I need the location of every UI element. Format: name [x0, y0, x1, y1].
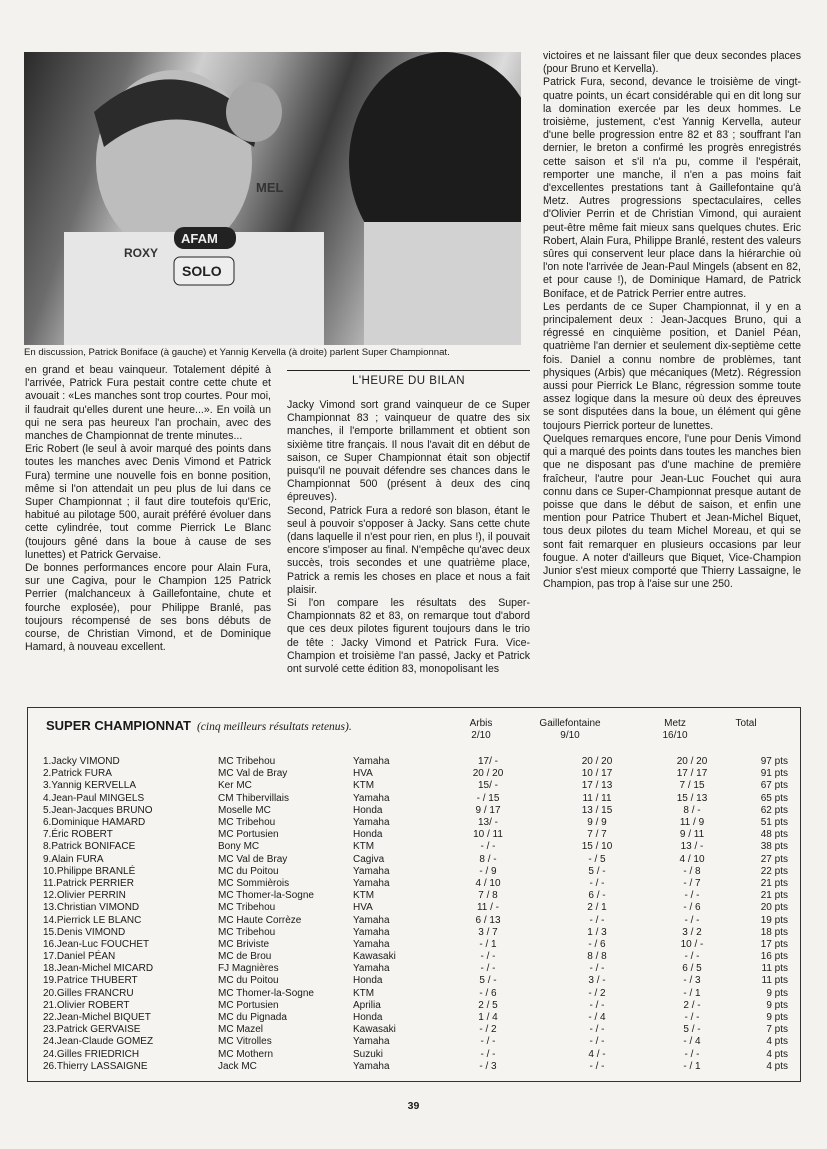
club-name: MC Briviste	[218, 938, 270, 950]
club-name: Moselle MC	[218, 804, 271, 816]
table-row	[43, 927, 788, 939]
table-row	[43, 805, 788, 817]
motorcycle-brand: Kawasaki	[353, 1024, 396, 1036]
rider-name: 13.Christian VIMOND	[43, 902, 140, 914]
paragraph: Les perdants de ce Super Championnat, il y en a principalement deux : Jean-Jacques Bruno, qui a régressé en cinquième position, et Daniel Péan, quatrième l'an dernier et seulement dix-septième cette fois. Daniel a connu nombre de problèmes, tant physiques (Arbis) que mécaniques (Metz). Régression aussi pour Pierrick Le Blanc, régression somme toute assez logique dans la mesure où deux des épreuves se sont disputées dans la boue, un élément qui gêne toujours Pierrick porteur de lunettes.	[543, 300, 801, 432]
club-name: MC de Brou	[218, 951, 272, 963]
table-row	[43, 1024, 788, 1036]
table-row	[43, 1000, 788, 1012]
score-metz: - / -	[684, 1048, 700, 1060]
paragraph: Jacky Vimond sort grand vainqueur de ce Super Championnat 83 ; vainqueur de quatre des six manches, il l'emporte brillamment et obtient son sixième titre français. Il nous l'avait dit en début de saison, ce Super Championnat était son objectif puisqu'il ne pouvait défendre ses chances dans le Championnat 500 (présent à deux des cinq épreuves).	[287, 399, 530, 504]
rider-name: 24.Gilles FRIEDRICH	[43, 1048, 140, 1060]
club-name: MC Tribehou	[218, 817, 276, 829]
score-arbis: 13/ -	[477, 817, 498, 829]
total-points: 7 pts	[766, 1024, 788, 1036]
rider-name: 17.Daniel PÉAN	[43, 951, 116, 963]
motorcycle-brand: Yamaha	[353, 1060, 390, 1072]
score-metz: - / 3	[683, 975, 701, 987]
total-points: 97 pts	[760, 756, 788, 768]
total-points: 16 pts	[760, 951, 788, 963]
rider-name: 19.Patrice THUBERT	[43, 975, 138, 987]
paragraph: Patrick Fura, second, devance le troisième de vingt-quatre points, un écart considérable qui en dit long sur la domination exercée par les deux hommes. Le troisième, justement, c'est Yannig Kervella, auteur d'une belle progression entre 82 et 83 ; souffrant l'an dernier, le breton a confirmé les progrès enregistrés cette saison et s'il n'a pu, comme il l'espérait, remporter une manche, il n'en a pas moins fait d'excellentes prestations tant à Gaillefontaine qu'à Metz. Autres progressions spectaculaires, celles d'Olivier Perrin et de Christian Vimond, qui auraient peut-être même fait mieux sans quelques chutes. Eric Robert, Alain Fura, Philippe Branlé, restent des valeurs sûres qui conservent leur place dans la hiérarchie où l'on note l'arrivée de Jean-Paul Mingels (absent en 82, et pour cause !), de Dominique Hamard, de Patrick Boniface, et de Patrick Perrier entre autres.	[543, 76, 801, 300]
score-arbis: - / 15	[476, 792, 500, 804]
paragraph: Si l'on compare les résultats des Super-Championnats 82 et 83, on remarque tout d'abord que ces deux pilotes figurent toujours dans le trio de tête : Jacky Vimond et Patrick Fura. Vice-Champion et troisième l'an passé, Jacky et Patrick ont survolé cette édition 83, monopolisant les	[287, 597, 530, 676]
total-points: 9 pts	[766, 1012, 788, 1024]
rider-name: 24.Jean-Claude GOMEZ	[43, 1036, 154, 1048]
event-header-gaillefontaine	[510, 718, 630, 742]
score-metz: 5 / -	[683, 1024, 701, 1036]
table-row	[43, 1049, 788, 1061]
score-metz: - / -	[684, 914, 700, 926]
table-row	[43, 1012, 788, 1024]
total-points: 11 pts	[761, 963, 788, 975]
results-table	[43, 756, 788, 1073]
score-gaillefontaine: - / -	[589, 1060, 605, 1072]
rider-name: 18.Jean-Michel MICARD	[43, 963, 154, 975]
article-column-1	[25, 364, 271, 654]
motorcycle-brand: KTM	[353, 780, 375, 792]
club-name: MC Tribehou	[218, 926, 276, 938]
score-arbis: - / -	[480, 951, 496, 963]
score-gaillefontaine: - / 2	[588, 987, 606, 999]
score-gaillefontaine: 20 / 20	[581, 756, 613, 768]
score-metz: 7 / 15	[679, 780, 705, 792]
score-arbis: 20 / 20	[472, 768, 504, 780]
score-metz: 17 / 17	[676, 768, 708, 780]
motorcycle-brand: Cagiva	[353, 853, 385, 865]
score-arbis: - / -	[480, 1048, 496, 1060]
score-metz: 2 / -	[683, 999, 701, 1011]
table-row	[43, 854, 788, 866]
score-arbis: 2 / 5	[478, 999, 498, 1011]
rider-name: 14.Pierrick LE BLANC	[43, 914, 142, 926]
score-metz: 6 / 5	[682, 963, 702, 975]
score-gaillefontaine: 10 / 17	[581, 768, 613, 780]
rider-name: 3.Yannig KERVELLA	[43, 780, 137, 792]
table-row	[43, 841, 788, 853]
motorcycle-brand: Suzuki	[353, 1048, 384, 1060]
photo-illustration	[24, 52, 521, 345]
score-arbis: - / 6	[479, 987, 497, 999]
event-header-arbis	[446, 718, 516, 742]
total-points: 21 pts	[760, 890, 788, 902]
motorcycle-brand: Aprilia	[353, 999, 381, 1011]
table-row	[43, 866, 788, 878]
score-metz: - / -	[684, 951, 700, 963]
score-gaillefontaine: - / 5	[588, 853, 606, 865]
score-metz: 3 / 2	[682, 926, 702, 938]
rider-name: 6.Dominique HAMARD	[43, 817, 146, 829]
table-row	[43, 829, 788, 841]
club-name: MC Tribehou	[218, 756, 276, 768]
club-name: MC Sommièrois	[218, 877, 290, 889]
motorcycle-brand: Yamaha	[353, 963, 390, 975]
score-gaillefontaine: 7 / 7	[587, 829, 607, 841]
article-column-3	[543, 50, 801, 591]
score-metz: - / 1	[683, 987, 701, 999]
rider-name: 23.Patrick GERVAISE	[43, 1024, 141, 1036]
motorcycle-brand: KTM	[353, 987, 375, 999]
results-subtitle: (cinq meilleurs résultats retenus).	[196, 721, 352, 733]
total-points: 19 pts	[760, 914, 788, 926]
score-arbis: 9 / 17	[475, 804, 501, 816]
score-gaillefontaine: 4 / -	[588, 1048, 606, 1060]
total-points: 65 pts	[760, 792, 788, 804]
score-metz: - / 4	[683, 1036, 701, 1048]
rider-name: 5.Jean-Jacques BRUNO	[43, 804, 153, 816]
motorcycle-brand: Honda	[353, 1012, 383, 1024]
score-arbis: 11 / -	[476, 902, 500, 914]
score-metz: 11 / 9	[679, 817, 705, 829]
motorcycle-brand: Honda	[353, 975, 383, 987]
total-points: 18 pts	[760, 926, 788, 938]
score-metz: - / -	[684, 1012, 700, 1024]
rider-name: 10.Philippe BRANLÉ	[43, 865, 136, 877]
club-name: Bony MC	[218, 841, 260, 853]
score-metz: - / -	[684, 890, 700, 902]
score-gaillefontaine: 9 / 9	[587, 817, 607, 829]
total-points: 20 pts	[760, 902, 788, 914]
club-name: MC Thomer-la-Sogne	[218, 890, 314, 902]
score-arbis: 17/ -	[477, 756, 498, 768]
club-name: MC Val de Bray	[218, 768, 288, 780]
motorcycle-brand: KTM	[353, 890, 375, 902]
table-row	[43, 939, 788, 951]
club-name: MC du Pignada	[218, 1012, 287, 1024]
club-name: MC du Poitou	[218, 975, 279, 987]
table-row	[43, 793, 788, 805]
club-name: MC Thomer-la-Sogne	[218, 987, 314, 999]
club-name: MC Val de Bray	[218, 853, 288, 865]
rider-name: 20.Gilles FRANCRU	[43, 987, 134, 999]
table-row	[43, 902, 788, 914]
results-table-box	[27, 707, 801, 1082]
motorcycle-brand: Honda	[353, 829, 383, 841]
results-title-text: SUPER CHAMPIONNAT	[46, 718, 191, 733]
score-gaillefontaine: 8 / 8	[587, 951, 607, 963]
photo-caption: En discussion, Patrick Boniface (à gauche) et Yannig Kervella (à droite) parlent Super Championnat.	[24, 347, 450, 358]
total-points: 4 pts	[766, 1048, 788, 1060]
rider-name: 12.Olivier PERRIN	[43, 890, 126, 902]
photo-label-mel: MEL	[256, 180, 284, 195]
club-name: MC Portusien	[218, 999, 279, 1011]
rider-name: 7.Éric ROBERT	[43, 829, 113, 841]
total-header: Total	[735, 718, 757, 729]
score-gaillefontaine: - / -	[589, 877, 605, 889]
rider-name: 15.Denis VIMOND	[43, 926, 126, 938]
motorcycle-brand: Yamaha	[353, 914, 390, 926]
table-row	[43, 1061, 788, 1073]
score-arbis: 1 / 4	[478, 1012, 498, 1024]
total-points: 91 pts	[760, 768, 788, 780]
score-arbis: 15/ -	[477, 780, 498, 792]
score-gaillefontaine: - / 6	[588, 938, 606, 950]
total-points: 51 pts	[760, 817, 788, 829]
paragraph: De bonnes performances encore pour Alain Fura, sur une Cagiva, pour le Champion 125 Patrick Perrier (malchanceux à Gaillefontaine, chute et fourche explosée), pour Philippe Branlé, pas toujours récompensé de ses bons débuts de course, de Christian Vimond, et de Dominique Hamard, à nouveau excellent.	[25, 562, 271, 654]
score-arbis: 10 / 11	[473, 829, 503, 841]
paragraph: Quelques remarques encore, l'une pour Denis Vimond qui a marqué des points dans toutes les manches bien que ne disposant pas d'une machine de première fraîcheur, l'autre pour Jean-Luc Fouchet qui aura connu dans ce Super-Championnat presque autant de poisse que dans le début de saison, et enfin une mention pour Patrice Thubert et Jean-Michel Biquet, tous deux pilotes du team Michel Moreau, et qui se sont fait remarquer en plusieurs occasions par leur fougue. A noter d'ailleurs que Biquet, Vice-Champion Junior s'est mieux comporté que Thierry Lassaigne, le Champion, pas trop à l'aise sur une 250.	[543, 432, 801, 591]
score-metz: 10 / -	[680, 938, 704, 950]
motorcycle-brand: Honda	[353, 804, 383, 816]
total-points: 4 pts	[766, 1060, 788, 1072]
score-metz: - / 8	[683, 865, 701, 877]
club-name: MC Portusien	[218, 829, 279, 841]
table-row	[43, 975, 788, 987]
score-metz: - / 1	[683, 1060, 701, 1072]
table-row	[43, 914, 788, 926]
rider-name: 9.Alain FURA	[43, 853, 104, 865]
club-name: MC Mazel	[218, 1024, 264, 1036]
club-name: MC Tribehou	[218, 902, 276, 914]
motorcycle-brand: Kawasaki	[353, 951, 396, 963]
rider-name: 26.Thierry LASSAIGNE	[43, 1060, 148, 1072]
motorcycle-brand: Yamaha	[353, 926, 390, 938]
rider-name: 4.Jean-Paul MINGELS	[43, 792, 145, 804]
score-metz: 15 / 13	[676, 792, 708, 804]
motorcycle-brand: Yamaha	[353, 1036, 390, 1048]
score-arbis: 3 / 7	[478, 926, 498, 938]
score-arbis: 7 / 8	[478, 890, 498, 902]
score-metz: 8 / -	[683, 804, 701, 816]
score-arbis: - / 1	[479, 938, 497, 950]
score-gaillefontaine: - / -	[589, 963, 605, 975]
motorcycle-brand: Yamaha	[353, 756, 390, 768]
rider-name: 22.Jean-Michel BIQUET	[43, 1012, 151, 1024]
results-title	[46, 718, 352, 733]
club-name: CM Thibervillais	[218, 792, 289, 804]
table-row	[43, 817, 788, 829]
motorcycle-brand: Yamaha	[353, 792, 390, 804]
score-metz: 4 / 10	[679, 853, 705, 865]
club-name: FJ Magnières	[218, 963, 279, 975]
score-arbis: 5 / -	[479, 975, 497, 987]
motorcycle-brand: Yamaha	[353, 938, 390, 950]
table-row	[43, 988, 788, 1000]
event-date: 9/10	[560, 730, 580, 741]
score-gaillefontaine: 17 / 13	[581, 780, 613, 792]
photo-label-solo: SOLO	[182, 263, 222, 279]
score-gaillefontaine: - / -	[589, 1024, 605, 1036]
score-gaillefontaine: - / 4	[588, 1012, 606, 1024]
motorcycle-brand: Yamaha	[353, 877, 390, 889]
score-arbis: - / 3	[479, 1060, 497, 1072]
rider-name: 8.Patrick BONIFACE	[43, 841, 136, 853]
paragraph: en grand et beau vainqueur. Totalement dépité à l'arrivée, Patrick Fura pestait contre cette chute et avouait : «Les manches sont trop courtes. Pour moi, il faudrait qu'elles durent une heure...». En voilà un qui ne sera pas heureux l'an prochain, avec des manches de Championnat de trente minutes...	[25, 364, 271, 443]
total-points: 17 pts	[760, 938, 788, 950]
rider-name: 21.Olivier ROBERT	[43, 999, 130, 1011]
motorcycle-brand: KTM	[353, 841, 375, 853]
motorcycle-brand: Yamaha	[353, 817, 390, 829]
total-points: 67 pts	[760, 780, 788, 792]
score-gaillefontaine: 1 / 3	[587, 926, 607, 938]
event-name: Metz	[664, 718, 686, 729]
motorcycle-brand: HVA	[353, 902, 373, 914]
score-arbis: - / 2	[479, 1024, 497, 1036]
photo-label-roxy: ROXY	[124, 246, 159, 260]
table-row	[43, 768, 788, 780]
total-points: 38 pts	[760, 841, 788, 853]
score-arbis: 8 / -	[479, 853, 497, 865]
score-gaillefontaine: - / -	[589, 999, 605, 1011]
score-arbis: - / -	[480, 841, 496, 853]
total-points: 21 pts	[760, 877, 788, 889]
article-column-2	[287, 399, 530, 676]
score-gaillefontaine: 6 / -	[588, 890, 606, 902]
event-date: 16/10	[662, 730, 688, 741]
score-arbis: 4 / 10	[475, 877, 501, 889]
motorcycle-brand: Yamaha	[353, 865, 390, 877]
total-points: 62 pts	[760, 804, 788, 816]
section-heading: L'HEURE DU BILAN	[287, 370, 530, 387]
photo-label-afam: AFAM	[181, 231, 218, 246]
score-arbis: - / 9	[479, 865, 497, 877]
total-points: 4 pts	[766, 1036, 788, 1048]
table-row	[43, 878, 788, 890]
score-arbis: 6 / 13	[475, 914, 501, 926]
score-gaillefontaine: 5 / -	[588, 865, 606, 877]
rider-name: 1.Jacky VIMOND	[43, 756, 120, 768]
total-points: 48 pts	[760, 829, 788, 841]
score-gaillefontaine: 2 / 1	[587, 902, 607, 914]
table-row	[43, 951, 788, 963]
event-name: Arbis	[469, 718, 493, 729]
table-row	[43, 1036, 788, 1048]
rider-name: 11.Patrick PERRIER	[43, 877, 134, 889]
paragraph: Second, Patrick Fura a redoré son blason, étant le seul à pouvoir s'opposer à Jacky. Sans cette chute (dans laquelle il n'est pour rien, en plus !), il pouvait encore s'imposer au final. N'empêche qu'avec deux succès, trois secondes et une quatrième place, Patrick a remis les choses en place et nous a fait plaisir.	[287, 504, 530, 596]
table-row	[43, 963, 788, 975]
event-date: 2/10	[471, 730, 491, 741]
score-metz: 20 / 20	[676, 756, 708, 768]
table-row	[43, 890, 788, 902]
total-points: 9 pts	[766, 987, 788, 999]
event-name: Gaillefontaine	[539, 718, 601, 729]
total-points: 22 pts	[760, 865, 788, 877]
club-name: Jack MC	[218, 1060, 257, 1072]
score-gaillefontaine: - / -	[589, 914, 605, 926]
total-points: 9 pts	[766, 999, 788, 1011]
total-points: 11 pts	[761, 975, 788, 987]
event-header-metz	[645, 718, 705, 742]
club-name: Ker MC	[218, 780, 252, 792]
rider-name: 2.Patrick FURA	[43, 768, 112, 780]
score-metz: 9 / 11	[679, 829, 705, 841]
score-gaillefontaine: 11 / 11	[582, 792, 612, 804]
table-row	[43, 780, 788, 792]
score-metz: 13 / -	[680, 841, 704, 853]
paragraph: victoires et ne laissant filer que deux secondes places (pour Bruno et Kervella).	[543, 50, 801, 76]
score-metz: - / 6	[683, 902, 701, 914]
score-gaillefontaine: - / -	[589, 1036, 605, 1048]
score-gaillefontaine: 13 / 15	[581, 804, 613, 816]
page-number: 39	[407, 1100, 420, 1112]
club-name: MC du Poitou	[218, 865, 279, 877]
rider-name: 16.Jean-Luc FOUCHET	[43, 938, 150, 950]
club-name: MC Mothern	[218, 1048, 274, 1060]
motorcycle-brand: HVA	[353, 768, 373, 780]
paragraph: Eric Robert (le seul à avoir marqué des points dans toutes les manches avec Denis Vimond et Patrick Fura) termine une nouvelle fois en bonne position, même si l'on attendait un peu plus de lui dans ce Super Championnat ; il faut dire toutefois qu'Eric, habitué au pilotage 500, aurait préféré évoluer dans cette cylindrée, tout comme Pierrick Le Blanc (toujours gêné dans la boue à cause de ses lunettes) et Patrick Gervaise.	[25, 443, 271, 561]
score-arbis: - / -	[480, 1036, 496, 1048]
score-metz: - / 7	[683, 877, 701, 889]
table-row	[43, 756, 788, 768]
club-name: MC Vitrolles	[218, 1036, 272, 1048]
photo-riders-discussion	[24, 52, 521, 345]
score-gaillefontaine: 15 / 10	[581, 841, 613, 853]
score-arbis: - / -	[480, 963, 496, 975]
score-gaillefontaine: 3 / -	[588, 975, 606, 987]
club-name: MC Haute Corrèze	[218, 914, 302, 926]
total-points: 27 pts	[760, 853, 788, 865]
